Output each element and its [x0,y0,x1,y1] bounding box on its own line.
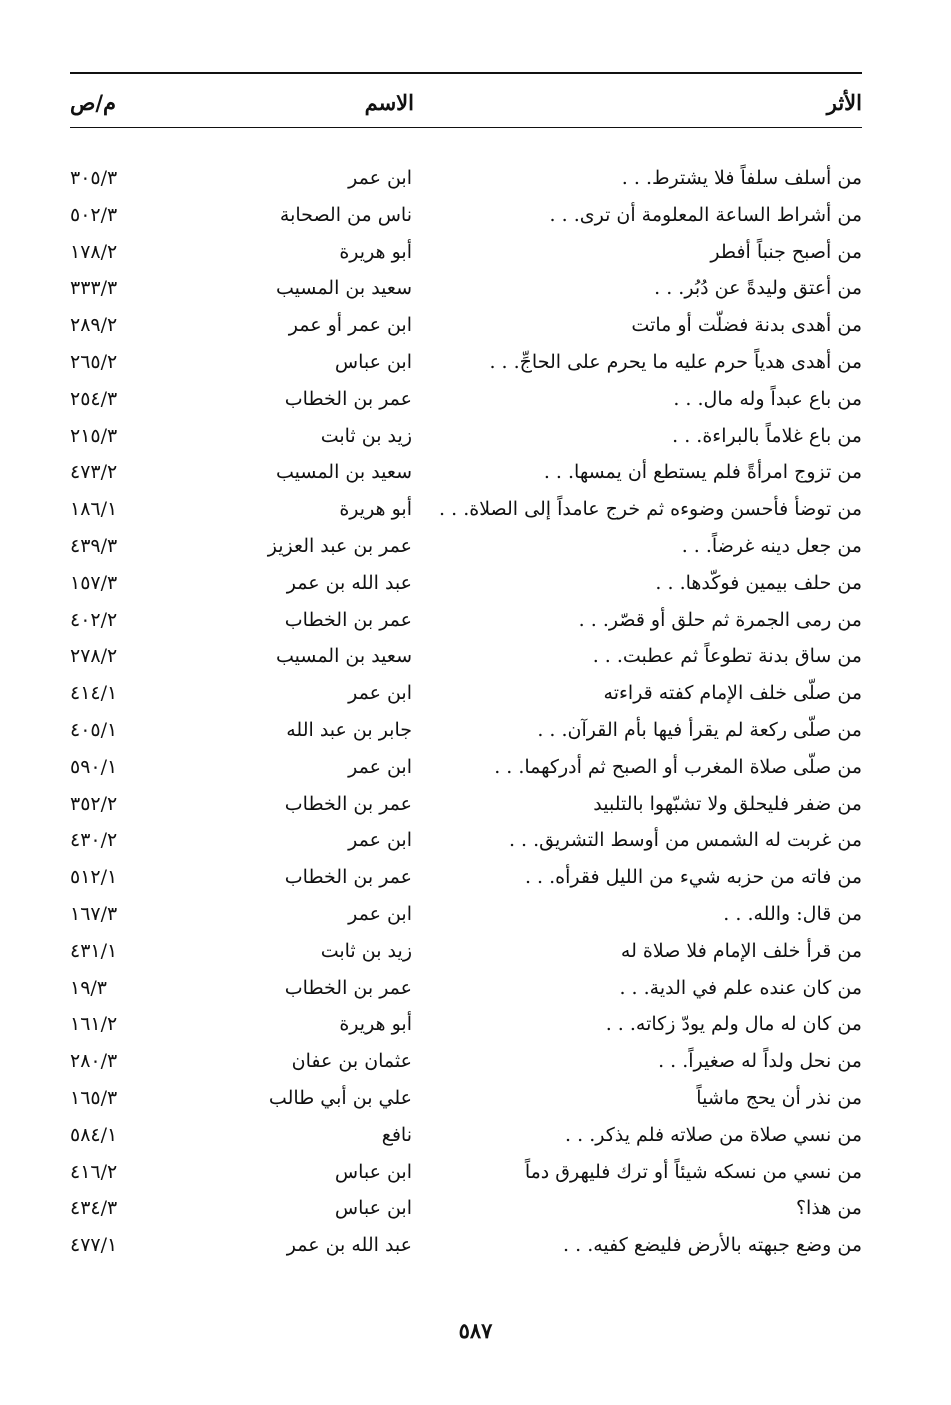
narrator-name: عمر بن الخطاب [284,976,412,999]
athar-text: من باع عبداً وله مال. . . [673,387,862,410]
athar-text: من قرأ خلف الإمام فلا صلاة له [620,939,862,962]
table-row [70,160,862,197]
table-row [70,491,862,528]
narrator-name: ابن عباس [334,350,412,373]
athar-text: من كان له مال ولم يودّ زكاته. . . [605,1013,862,1036]
volume-page-ref: ١٩/٣ [70,976,108,999]
narrator-name: زيد بن ثابت [320,424,412,447]
header-athar: الأثر [826,90,862,115]
narrator-name: زيد بن ثابت [320,939,412,962]
volume-page-ref: ٢٨٠/٣ [70,1050,118,1073]
athar-text: من حلف بيمين فوكّدها. . . [655,571,862,594]
table-row [70,786,862,823]
table-row [70,344,862,381]
table-row [70,1227,862,1264]
athar-text: من نسي صلاة من صلاته فلم يذكر. . . [565,1123,862,1146]
table-row [70,528,862,565]
athar-text: من فاته من حزبه شيء من الليل فقرأه. . . [524,866,862,889]
athar-text: من غربت له الشمس من أوسط التشريق. . . [508,829,862,852]
volume-page-ref: ١٧٨/٢ [70,240,118,263]
volume-page-ref: ٤٧٣/٢ [70,461,118,484]
volume-page-ref: ١٦٥/٣ [70,1086,118,1109]
narrator-name: أبو هريرة [339,240,412,263]
table-row [70,565,862,602]
page-number: ٥٨٧ [458,1318,493,1343]
header-ref: م/ص [70,90,117,115]
athar-text: من كان عنده علم في الدية. . . [619,976,862,999]
athar-text: من هذا؟ [795,1197,862,1220]
athar-text: من أهدى هدياً حرم عليه ما يحرم على الحاجِّ. . . [489,350,862,373]
table-row [70,970,862,1007]
top-rule [70,72,862,74]
volume-page-ref: ٥٩٠/١ [70,755,118,778]
header-name: الاسم [364,90,414,115]
athar-text: من ضفر فليحلق ولا تشبّهوا بالتلبيد [593,792,862,815]
volume-page-ref: ٤٣١/١ [70,939,118,962]
volume-page-ref: ٣٣٣/٣ [70,277,118,300]
athar-text: من أشراط الساعة المعلومة أن ترى. . . [549,203,862,226]
volume-page-ref: ٤٣٩/٣ [70,534,118,557]
narrator-name: ابن عباس [334,1160,412,1183]
table-row [70,1117,862,1154]
volume-page-ref: ٤٣٤/٣ [70,1197,118,1220]
athar-text: من أهدى بدنة فضلّت أو ماتت [631,314,862,337]
table-header [70,86,862,120]
volume-page-ref: ٢٧٨/٢ [70,645,118,668]
narrator-name: عمر بن الخطاب [284,608,412,631]
volume-page-ref: ١٥٧/٣ [70,571,118,594]
narrator-name: ناس من الصحابة [279,203,412,226]
narrator-name: ابن عمر [348,682,412,705]
volume-page-ref: ٥١٢/١ [70,866,118,889]
table-row [70,822,862,859]
athar-text: من قال: والله. . . [723,902,862,925]
narrator-name: عمر بن الخطاب [284,387,412,410]
narrator-name: عمر بن عبد العزيز [267,534,412,557]
volume-page-ref: ٤٧٧/١ [70,1234,118,1257]
volume-page-ref: ٢٥٤/٣ [70,387,118,410]
table-row [70,1190,862,1227]
volume-page-ref: ٢١٥/٣ [70,424,118,447]
narrator-name: سعيد بن المسيب [275,461,412,484]
table-row [70,418,862,455]
volume-page-ref: ٤١٤/١ [70,682,118,705]
athar-text: من نسي من نسكه شيئاً أو ترك فليهرق دماً [524,1160,862,1183]
volume-page-ref: ١٦٧/٣ [70,902,118,925]
narrator-name: عمر بن الخطاب [284,792,412,815]
table-row [70,381,862,418]
narrator-name: ابن عمر [348,829,412,852]
athar-text: من توضأ فأحسن وضوءه ثم خرج عامداً إلى الصلاة. . . [439,498,862,521]
narrator-name: عمر بن الخطاب [284,866,412,889]
table-row [70,1006,862,1043]
narrator-name: عبد الله بن عمر [286,571,412,594]
narrator-name: عبد الله بن عمر [286,1234,412,1257]
table-row [70,933,862,970]
narrator-name: سعيد بن المسيب [275,277,412,300]
athar-text: من نذر أن يحج ماشياً [696,1086,862,1109]
narrator-name: نافع [381,1123,412,1146]
narrator-name: ابن عباس [334,1197,412,1220]
table-row [70,712,862,749]
table-row [70,1154,862,1191]
narrator-name: ابن عمر [348,902,412,925]
athar-text: من وضع جبهته بالأرض فليضع كفيه. . . [563,1234,862,1257]
table-row [70,675,862,712]
narrator-name: ابن عمر أو عمر [288,314,412,337]
narrator-name: جابر بن عبد الله [286,718,412,741]
volume-page-ref: ٣٥٢/٢ [70,792,118,815]
athar-text: من صلّى صلاة المغرب أو الصبح ثم أدركهما. . . [494,755,862,778]
athar-text: من أعتق وليدةً عن دُبُر. . . [654,277,862,300]
volume-page-ref: ٤٠٥/١ [70,718,118,741]
table-row [70,454,862,491]
table-row [70,638,862,675]
athar-text: من أسلف سلفاً فلا يشترط. . . [621,167,862,189]
athar-text: من باع غلاماً بالبراءة. . . [672,424,862,447]
narrator-name: سعيد بن المسيب [275,645,412,668]
table-row [70,197,862,234]
volume-page-ref: ٢٦٥/٢ [70,350,118,373]
table-row [70,1080,862,1117]
athar-text: من رمى الجمرة ثم حلق أو قصّر. . . [578,608,862,631]
volume-page-ref: ٤٠٢/٢ [70,608,118,631]
volume-page-ref: ٥٨٤/١ [70,1123,118,1146]
narrator-name: علي بن أبي طالب [268,1086,412,1109]
volume-page-ref: ٢٨٩/٢ [70,314,118,337]
table-row [70,602,862,639]
table-row [70,896,862,933]
table-row [70,1043,862,1080]
narrator-name: ابن عمر [348,167,412,189]
header-rule [70,127,862,128]
volume-page-ref: ١٨٦/١ [70,498,118,521]
table-row [70,859,862,896]
volume-page-ref: ١٦١/٢ [70,1013,118,1036]
table-row [70,749,862,786]
athar-text: من نحل ولداً له صغيراً. . . [658,1050,862,1073]
index-table-body [70,160,862,1264]
table-row [70,270,862,307]
volume-page-ref: ٥٠٢/٣ [70,203,118,226]
athar-text: من جعل دينه غرضاً. . . [681,534,862,557]
athar-text: من ساق بدنة تطوعاً ثم عطبت. . . [592,645,862,668]
volume-page-ref: ٣٠٥/٣ [70,167,118,189]
narrator-name: ابن عمر [348,755,412,778]
athar-text: من صلّى ركعة لم يقرأ فيها بأم القرآن. . . [537,718,862,741]
table-row [70,234,862,271]
table-row [70,307,862,344]
athar-text: من أصبح جنباً أفطر [710,240,862,263]
volume-page-ref: ٤١٦/٢ [70,1160,118,1183]
athar-text: من صلّى خلف الإمام كفته قراءته [603,682,862,705]
narrator-name: أبو هريرة [339,1013,412,1036]
narrator-name: أبو هريرة [339,498,412,521]
narrator-name: عثمان بن عفان [291,1050,412,1073]
athar-text: من تزوج امرأةً فلم يستطع أن يمسها. . . [543,461,862,484]
volume-page-ref: ٤٣٠/٢ [70,829,118,852]
